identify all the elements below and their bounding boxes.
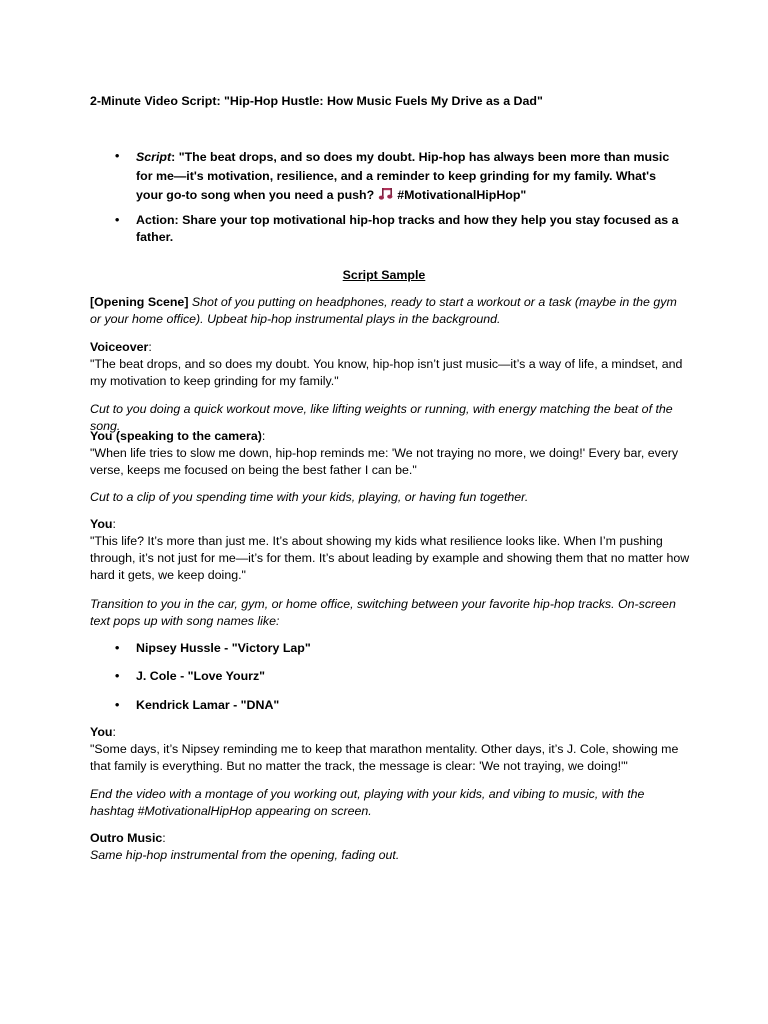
music-notes-icon — [378, 187, 394, 201]
you-3-heading — [90, 724, 690, 741]
bullet-marker: • — [115, 149, 120, 163]
you-2-heading — [90, 516, 690, 533]
outro-text: Same hip-hop instrumental from the opening, fading out. — [90, 848, 400, 862]
document-title: 2-Minute Video Script: "Hip-Hop Hustle: How Music Fuels My Drive as a Dad" — [90, 94, 543, 108]
voiceover-label: Voiceover — [90, 340, 149, 354]
action-bullet: Action: Share your top motivational hip-hop tracks and how they help you stay focused as a father. — [136, 213, 679, 244]
outro-heading — [90, 830, 690, 847]
opening-scene-text: Shot of you putting on headphones, ready to start a workout or a task (maybe in the gym or your home office). Upbeat hip-hop instrumental plays in the background. — [90, 295, 677, 326]
script-label: Script — [136, 150, 172, 164]
you-2-colon: : — [112, 517, 116, 531]
you-3-colon: : — [112, 725, 116, 739]
bullet-marker: • — [115, 213, 120, 227]
you-3-quote: "Some days, it’s Nipsey reminding me to keep that marathon mentality. Other days, it’s J. Cole, showing me that family is everything. But no matter the track, the message is clear: 'We not traying, we doing!'" — [90, 742, 679, 773]
script-hashtag: #MotivationalHipHop" — [397, 188, 527, 202]
bullet-marker: • — [115, 641, 120, 655]
you-1-quote: "When life tries to slow me down, hip-hop reminds me: 'We not traying no more, we doing!' Every bar, every verse, keeps me focused on being the best father I can be." — [90, 446, 679, 477]
script-bullet — [136, 148, 686, 205]
song-item: J. Cole - "Love Yourz" — [136, 669, 266, 683]
script-text: : "The beat drops, and so does my doubt. Hip-hop has always been more than music for me—it's motivation, resilience, and a reminder to keep grinding for my family. What's your go-to song when you need a push? — [136, 150, 670, 202]
opening-scene-label: [Opening Scene] — [90, 295, 189, 309]
you-1-colon: : — [261, 429, 266, 443]
outro-label: Outro Music — [90, 831, 163, 845]
voiceover-quote: "The beat drops, and so does my doubt. You know, hip-hop isn’t just music—it’s a way of life, a mindset, and my motivation to keep grinding for my family." — [90, 357, 683, 388]
opening-scene-paragraph — [90, 294, 690, 328]
voiceover-heading — [90, 339, 690, 356]
bullet-marker: • — [115, 669, 120, 683]
you-1-label: You (speaking to the camera) — [90, 429, 262, 443]
you-3-label: You — [90, 725, 113, 739]
you-2-quote: "This life? It’s more than just me. It’s about showing my kids what resilience looks like. When I’m pushing through, it’s not just for me—it’s for them. It’s about leading by example and showing them that no matter how hard it gets, we keep doing." — [90, 534, 690, 582]
direction-2: Cut to a clip of you spending time with your kids, playing, or having fun together. — [90, 490, 529, 504]
direction-4: End the video with a montage of you working out, playing with your kids, and vibing to music, with the hashtag #MotivationalHipHop appearing on screen. — [90, 787, 645, 818]
direction-3: Transition to you in the car, gym, or home office, switching between your favorite hip-hop tracks. On-screen text pops up with song names like: — [90, 597, 676, 628]
direction-1: Cut to you doing a quick workout move, like lifting weights or running, with energy matching the beat of the song. — [90, 402, 673, 433]
you-1-heading — [90, 428, 690, 445]
bullet-marker: • — [115, 698, 120, 712]
voiceover-colon: : — [148, 340, 152, 354]
song-item: Nipsey Hussle - "Victory Lap" — [136, 641, 311, 655]
song-item: Kendrick Lamar - "DNA" — [136, 698, 280, 712]
you-2-label: You — [90, 517, 113, 531]
outro-colon: : — [162, 831, 166, 845]
section-title: Script Sample — [342, 268, 426, 282]
